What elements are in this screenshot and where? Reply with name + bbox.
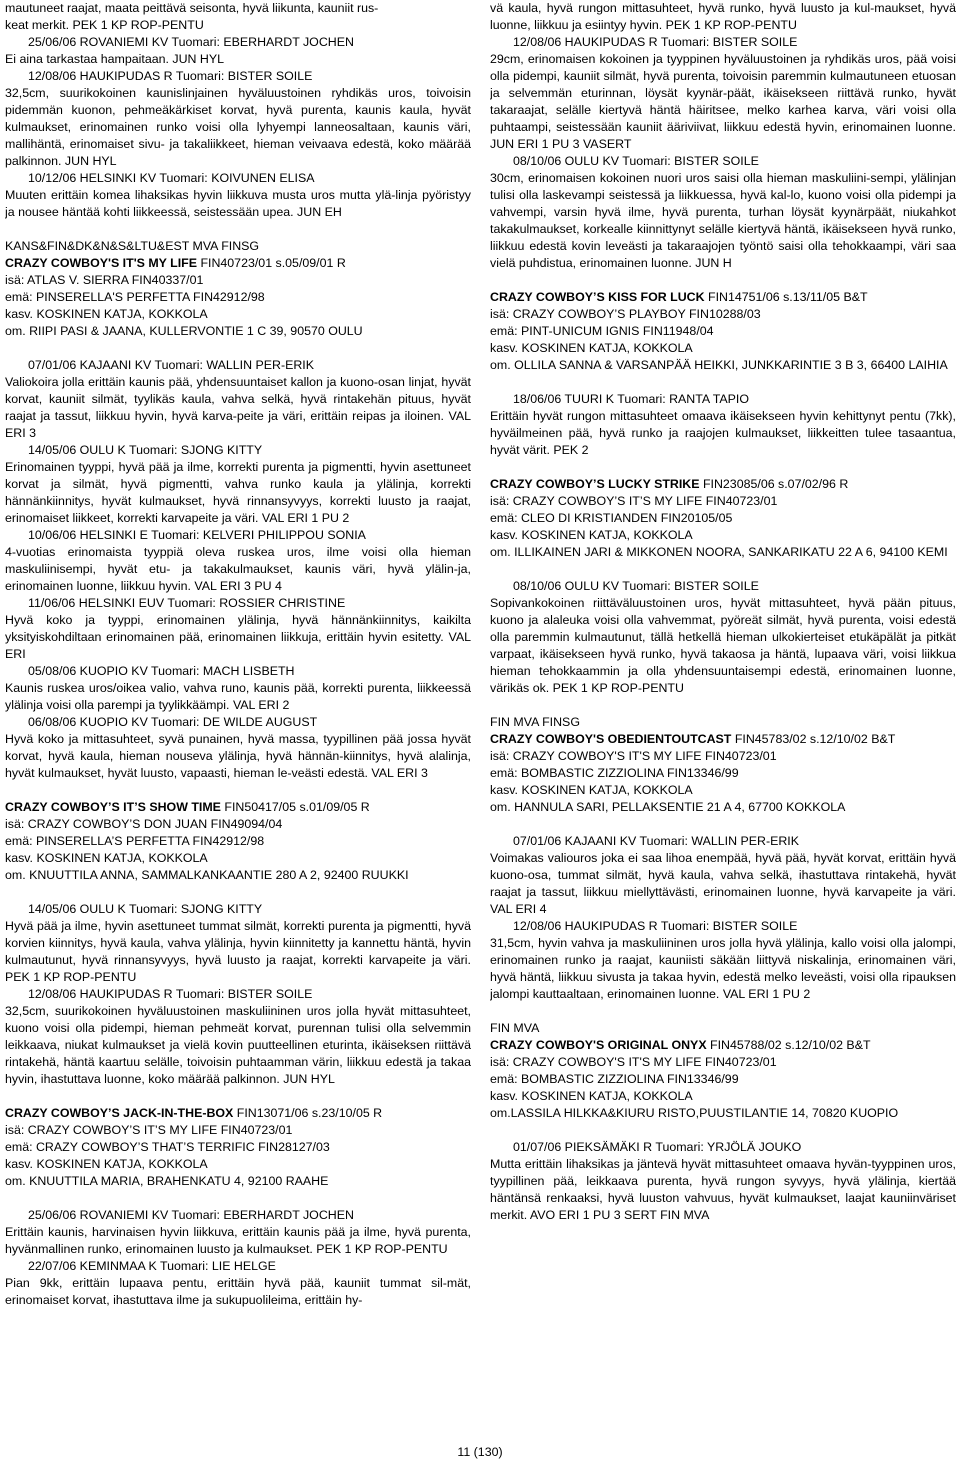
paragraph-gap bbox=[490, 561, 956, 578]
paragraph-gap bbox=[490, 272, 956, 289]
paragraph-text: Erittäin hyvät rungon mittasuhteet omaava ikäisekseen hyvin kehittynyt pentu (7kk), hyväilmeinen pää, hyvä runko ja raajojen kulmaukset, liikkeitten tulee tasaantua, hyvät värit. PEK 2 bbox=[490, 409, 956, 457]
paragraph-text: FIN MVA bbox=[490, 1021, 540, 1035]
show-result-header bbox=[5, 34, 471, 51]
paragraph-gap bbox=[490, 459, 956, 476]
text-paragraph bbox=[5, 680, 471, 714]
text-paragraph bbox=[5, 238, 471, 255]
paragraph-gap bbox=[5, 884, 471, 901]
text-paragraph bbox=[5, 867, 471, 884]
paragraph-text: 06/08/06 KUOPIO KV Tuomari: DE WILDE AUGUST bbox=[28, 715, 318, 729]
show-result-header bbox=[5, 68, 471, 85]
paragraph-text: kasv. KOSKINEN KATJA, KOKKOLA bbox=[490, 341, 693, 355]
text-paragraph bbox=[490, 1020, 956, 1037]
paragraph-text: 08/10/06 OULU KV Tuomari: BISTER SOILE bbox=[513, 154, 759, 168]
text-paragraph bbox=[5, 323, 471, 340]
paragraph-text: isä: CRAZY COWBOY'S IT'S MY LIFE FIN40723/01 bbox=[490, 1055, 777, 1069]
paragraph-text: 32,5cm, suurikokoinen kaunislinjainen hyväluustoinen ryhdikäs uros, toivoisin pidemmän kuonon, pehmeäkärkiset korvat, hyvä purenta, kaunis kaula, hyvät kulmaukset, erinomainen runko voisi olla lyhyempi lanneosaltaan, kaunis väri, mallihäntä, erinomaiset sivu- ja takaliikkeet, hieman veivaava edestä, koko määrää palkinnon. JUN HYL bbox=[5, 86, 471, 168]
paragraph-text: om. KNUUTTILA ANNA, SAMMALKANKAANTIE 280 A 2, 92400 RUUKKI bbox=[5, 868, 409, 882]
paragraph-gap bbox=[5, 782, 471, 799]
text-paragraph bbox=[5, 187, 471, 221]
paragraph-text: 05/08/06 KUOPIO KV Tuomari: MACH LISBETH bbox=[28, 664, 295, 678]
text-paragraph bbox=[5, 1156, 471, 1173]
paragraph-text: isä: CRAZY COWBOY’S PLAYBOY FIN10288/03 bbox=[490, 307, 761, 321]
text-paragraph bbox=[490, 493, 956, 510]
text-paragraph bbox=[5, 85, 471, 170]
paragraph-text: KANS&FIN&DK&N&S&LTU&EST MVA FINSG bbox=[5, 239, 260, 253]
paragraph-text: Mutta erittäin lihaksikas ja jäntevä hyvät mittasuhteet omaava hyvän-tyyppinen uros, tyypillinen pää, leikkaava purenta, hyvä rungon syvyys, hyvä ylälinja, kiertää häntänsä renkaaksi, hyvä luuston vahvuus, hyvät kulmaukset, laajat kauniinväriset merkit. AVO ERI 1 PU 3 SERT FIN MVA bbox=[490, 1157, 956, 1222]
paragraph-text: isä: CRAZY COWBOY’S IT’S MY LIFE FIN40723/01 bbox=[490, 494, 778, 508]
paragraph-text: Muuten erittäin komea lihaksikas hyvin liikkuva musta uros mutta ylä-linja pyöristyy ja nousee häntää kohti liikkeessä, seistessään upea. JUN EH bbox=[5, 188, 471, 219]
paragraph-text: isä: CRAZY COWBOY’S DON JUAN FIN49094/04 bbox=[5, 817, 283, 831]
paragraph-text: emä: CLEO DI KRISTIANDEN FIN20105/05 bbox=[490, 511, 733, 525]
show-result-header bbox=[490, 1139, 956, 1156]
paragraph-text: emä: PINT-UNICUM IGNIS FIN11948/04 bbox=[490, 324, 714, 338]
text-paragraph bbox=[5, 306, 471, 323]
paragraph-gap bbox=[490, 374, 956, 391]
dog-name-entry bbox=[490, 476, 956, 493]
paragraph-text: 14/05/06 OULU K Tuomari: SJONG KITTY bbox=[28, 902, 263, 916]
text-paragraph bbox=[5, 289, 471, 306]
paragraph-text: om. ILLIKAINEN JARI & MIKKONEN NOORA, SANKARIKATU 22 A 6, 94100 KEMI bbox=[490, 545, 948, 559]
paragraph-text: 18/06/06 TUURI K Tuomari: RANTA TAPIO bbox=[513, 392, 749, 406]
paragraph-text: om.LASSILA HILKKA&KIURU RISTO,PUUSTILANTIE 14, 70820 KUOPIO bbox=[490, 1106, 899, 1120]
paragraph-text: 10/12/06 HELSINKI KV Tuomari: KOIVUNEN ELISA bbox=[28, 171, 315, 185]
paragraph-text: Hyvä koko ja mittasuhteet, syvä punainen, hyvä massa, tyypillinen pää jossa hyvät korvat, hyvä kaula, hieman nouseva ylälinja, hyvä hännän-kiinnitys, hyvä alalinja, hyvät kulmaukset, hyvät luusto, vapaasti, hieman le-veästi edestä. VAL ERI 3 bbox=[5, 732, 471, 780]
paragraph-text: om. HANNULA SARI, PELLAKSENTIE 21 A 4, 67700 KOKKOLA bbox=[490, 800, 846, 814]
paragraph-text: 07/01/06 KAJAANI KV Tuomari: WALLIN PER-ERIK bbox=[513, 834, 800, 848]
dog-name-entry bbox=[490, 1037, 956, 1054]
dog-name: CRAZY COWBOY’S IT’S SHOW TIME bbox=[5, 800, 221, 814]
paragraph-text: 31,5cm, hyvin vahva ja maskuliininen uros jolla hyvä ylälinja, kallo voisi olla jalompi, erinomainen runko ja raajat, kauniisti säkään liittyvä niskalinja, erinomainen väri, hyvä häntä, liikkuu sivusta ja takaa hyvin, edestä melko leveästi, voisi olla ripauksen jalompi kauttaaltaan, erinomainen luonne. VAL ERI 1 PU 2 bbox=[490, 936, 956, 1001]
paragraph-text: Hyvä koko ja tyyppi, erinomainen ylälinja, hyvä hännänkiinnitys, kaikilta yksityiskohdiltaan erinomainen pää, erinomainen liikkuja, erittäin hyvin esitetty. VAL ERI bbox=[5, 613, 471, 661]
text-paragraph bbox=[5, 374, 471, 442]
text-paragraph bbox=[490, 306, 956, 323]
show-result-header bbox=[490, 918, 956, 935]
text-paragraph bbox=[5, 1122, 471, 1139]
paragraph-text: emä: PINSERELLA’S PERFETTA FIN42912/98 bbox=[5, 834, 265, 848]
paragraph-text: kasv. KOSKINEN KATJA, KOKKOLA bbox=[5, 851, 208, 865]
show-result-header bbox=[5, 527, 471, 544]
paragraph-gap bbox=[490, 697, 956, 714]
paragraph-gap bbox=[5, 221, 471, 238]
paragraph-text: emä: BOMBASTIC ZIZZIOLINA FIN13346/99 bbox=[490, 1072, 739, 1086]
paragraph-text: 01/07/06 PIEKSÄMÄKI R Tuomari: YRJÖLÄ JOUKO bbox=[513, 1140, 802, 1154]
paragraph-text: isä: ATLAS V. SIERRA FIN40337/01 bbox=[5, 273, 204, 287]
paragraph-text: Voimakas valiouros joka ei saa lihoa enempää, hyvä pää, hyvät korvat, erittäin hyvä kuono-osa, tummat silmät, hyvä kaula, vahva selkä, ihastuttava rintakehä, hyvät raajat ja tassut, liikkuu miellyttävästi, erinomainen luonne, hyvä karvapeite ja väri. VAL ERI 4 bbox=[490, 851, 956, 916]
text-paragraph bbox=[490, 799, 956, 816]
text-paragraph bbox=[5, 833, 471, 850]
paragraph-text: kasv. KOSKINEN KATJA, KOKKOLA bbox=[5, 307, 208, 321]
paragraph-text: Valiokoira jolla erittäin kaunis pää, yhdensuuntaiset kallon ja kuono-osan linjat, hyvät korvat, kauniit silmät, tyylikäs kaula, vahva selkä, hyvä rintakehän pituus, hyvät raajat ja tassut, liikkuu hyvin, hyvä karva-peite ja väri, erittäin reipas ja iloinen. VAL ERI 3 bbox=[5, 375, 471, 440]
paragraph-text: om. KNUUTTILA MARIA, BRAHENKATU 4, 92100 RAAHE bbox=[5, 1174, 329, 1188]
registration-info: FIN40723/01 s.05/09/01 R bbox=[197, 256, 346, 270]
paragraph-text: kasv. KOSKINEN KATJA, KOKKOLA bbox=[490, 1089, 693, 1103]
paragraph-text: Erittäin kaunis, harvinaisen hyvin liikkuva, erittäin kaunis pää ja ilme, hyvä purenta, hyvänmallinen runko, erinomainen luusto ja kulmaukset. PEK 1 KP ROP-PENTU bbox=[5, 1225, 471, 1256]
dog-name: CRAZY COWBOY’S JACK-IN-THE-BOX bbox=[5, 1106, 234, 1120]
text-paragraph bbox=[490, 1071, 956, 1088]
paragraph-text: om. OLLILA SANNA & VARSANPÄÄ HEIKKI, JUNKKARINTIE 3 B 3, 66400 LAIHIA bbox=[490, 358, 948, 372]
dog-name-entry bbox=[5, 1105, 471, 1122]
text-paragraph bbox=[490, 357, 956, 374]
show-result-header bbox=[5, 1258, 471, 1275]
text-paragraph bbox=[5, 272, 471, 289]
right-column bbox=[490, 0, 956, 1440]
dog-name: CRAZY COWBOY’S KISS FOR LUCK bbox=[490, 290, 705, 304]
text-paragraph bbox=[5, 1173, 471, 1190]
paragraph-text: 25/06/06 ROVANIEMI KV Tuomari: EBERHARDT JOCHEN bbox=[28, 35, 354, 49]
registration-info: FIN45788/02 s.12/10/02 B&T bbox=[706, 1038, 871, 1052]
show-result-header bbox=[5, 663, 471, 680]
text-paragraph bbox=[490, 748, 956, 765]
dog-name-entry bbox=[490, 289, 956, 306]
show-result-header bbox=[5, 442, 471, 459]
text-paragraph bbox=[490, 782, 956, 799]
text-paragraph bbox=[5, 459, 471, 527]
paragraph-text: vä kaula, hyvä rungon mittasuhteet, hyvä runko, hyvä luusto ja kul-maukset, hyvä luonne, liikkuu ja esiintyy hyvin. PEK 1 KP ROP-PENTU bbox=[490, 1, 956, 32]
paragraph-text: 32,5cm, suurikokoinen hyväluustoinen maskuliininen uros jolla hyvät mittasuhteet, kuono voisi olla pidempi, hieman pehmeät korvat, purennan tulisi olla selvemmin leikkaava, niukat kulmaukset ja vielä kovin puutteellinen eturinta, ikäiseksen riittävä rintakehä, häntä kaartuu selälle, toivoisin puhtaamman värin, liikkuu edestä ja takaa hyvin, ihastuttava luonne, koko määrää palkinnon. JUN HYL bbox=[5, 1004, 471, 1086]
paragraph-gap bbox=[5, 1088, 471, 1105]
paragraph-text: 29cm, erinomaisen kokoinen ja tyyppinen hyväluustoinen ja ryhdikäs uros, pää voisi olla pidempi, kauniit silmät, hyvä purenta, toivoisin paremmin kulmautuneen etuosan ja selvemmän eturinnan, löysät kyynär-päät, ikäisekseen riittävä runko, hyvät takaraajat, selälle kiertyvä häntä häiritsee, melko karhea karva, väri voisi olla puhtaampi, seistessään kauniit ääriviivat, liikkuu edestä hyvin, erinomainen luonne. JUN ERI 1 PU 3 VASERT bbox=[490, 52, 956, 151]
paragraph-text: 12/08/06 HAUKIPUDAS R Tuomari: BISTER SOILE bbox=[28, 987, 313, 1001]
text-paragraph bbox=[5, 816, 471, 833]
show-result-header bbox=[490, 153, 956, 170]
paragraph-text: emä: PINSERELLA'S PERFETTA FIN42912/98 bbox=[5, 290, 265, 304]
text-paragraph bbox=[490, 170, 956, 272]
paragraph-text: Sopivankokoinen riittäväluustoinen uros, hyvät mittasuhteet, hyvä pään pituus, kuono ja alaleuka voisi olla vahvemmat, pyöreät silmät, hyvä purenta, voisi edestä olla paremmin kulmautunut, tällä hetkellä hieman ulkokierteiset etukäpälät ja pitkät varpaat, ikäisekseen hyvä runko, hyvä takaosa ja häntä, lupaava väri, voisi liikkua hieman tehokkaammin ja olla yhdensuuntaisempi edestä, erinomainen luonne, värikäs ok. PEK 1 KP ROP-PENTU bbox=[490, 596, 956, 695]
show-result-header bbox=[5, 1207, 471, 1224]
page-number: 11 (130) bbox=[457, 1445, 503, 1459]
paragraph-text: Pian 9kk, erittäin lupaava pentu, erittäin hyvä pää, kauniit tummat sil-mät, erinomaiset korvat, ihastuttava ilme ja sukupuolileima, erittäin hy- bbox=[5, 1276, 471, 1307]
text-paragraph bbox=[5, 544, 471, 595]
text-paragraph bbox=[5, 1224, 471, 1258]
paragraph-text: Ei aina tarkastaa hampaitaan. JUN HYL bbox=[5, 52, 225, 66]
show-result-header bbox=[5, 595, 471, 612]
dog-name: CRAZY COWBOY’S LUCKY STRIKE bbox=[490, 477, 700, 491]
paragraph-text: om. RIIPI PASI & JAANA, KULLERVONTIE 1 C 39, 90570 OULU bbox=[5, 324, 363, 338]
dog-name-entry bbox=[5, 255, 471, 272]
paragraph-text: emä: BOMBASTIC ZIZZIOLINA FIN13346/99 bbox=[490, 766, 739, 780]
text-paragraph bbox=[490, 323, 956, 340]
paragraph-text: kasv. KOSKINEN KATJA, KOKKOLA bbox=[5, 1157, 208, 1171]
paragraph-text: 07/01/06 KAJAANI KV Tuomari: WALLIN PER-ERIK bbox=[28, 358, 315, 372]
paragraph-gap bbox=[490, 1122, 956, 1139]
registration-info: FIN13071/06 s.23/10/05 R bbox=[233, 1106, 383, 1120]
registration-info: FIN50417/05 s.01/09/05 R bbox=[220, 800, 370, 814]
dog-name: CRAZY COWBOY'S ORIGINAL ONYX bbox=[490, 1038, 707, 1052]
paragraph-text: Erinomainen tyyppi, hyvä pää ja ilme, korrekti purenta ja pigmentti, hyvin asettuneet korvat ja silmät, hyvä pigmentti, vahva runko kaula ja ylälinja, korrekti hännänkiinnitys, hyvät kulmaukset, hyvä rinnansyvyys, korrekti luusto ja raajat, erinomaiset liikkeet, korrekti karvapeite ja väri. VAL ERI 1 PU 2 bbox=[5, 460, 471, 525]
text-paragraph bbox=[5, 1139, 471, 1156]
show-result-header bbox=[490, 578, 956, 595]
text-paragraph bbox=[490, 0, 956, 34]
text-paragraph bbox=[490, 340, 956, 357]
show-result-header bbox=[490, 833, 956, 850]
paragraph-text: Kaunis ruskea uros/oikea valio, vahva runo, kaunis pää, korrekti purenta, liikkeessä ylälinja voisi olla parempi ja tyylikkäämpi. VAL ERI 2 bbox=[5, 681, 471, 712]
text-paragraph bbox=[5, 731, 471, 782]
paragraph-text: 11/06/06 HELSINKI EUV Tuomari: ROSSIER CHRISTINE bbox=[28, 596, 346, 610]
paragraph-text: mautuneet raajat, maata peittävä seisonta, hyvä liikunta, kauniit rus- bbox=[5, 1, 379, 15]
text-paragraph bbox=[490, 51, 956, 153]
show-result-header bbox=[5, 986, 471, 1003]
text-paragraph bbox=[5, 918, 471, 986]
text-paragraph bbox=[490, 935, 956, 1003]
dog-name: CRAZY COWBOY'S IT'S MY LIFE bbox=[5, 256, 197, 270]
show-result-header bbox=[5, 714, 471, 731]
paragraph-text: 12/08/06 HAUKIPUDAS R Tuomari: BISTER SOILE bbox=[28, 69, 313, 83]
text-paragraph bbox=[490, 1105, 956, 1122]
paragraph-text: isä: CRAZY COWBOY'S IT'S MY LIFE FIN40723/01 bbox=[490, 749, 777, 763]
left-column bbox=[5, 0, 471, 1440]
paragraph-gap bbox=[490, 816, 956, 833]
text-paragraph bbox=[5, 51, 471, 68]
registration-info: FIN14751/06 s.13/11/05 B&T bbox=[704, 290, 868, 304]
paragraph-text: FIN MVA FINSG bbox=[490, 715, 580, 729]
paragraph-text: 25/06/06 ROVANIEMI KV Tuomari: EBERHARDT JOCHEN bbox=[28, 1208, 354, 1222]
paragraph-text: kasv. KOSKINEN KATJA, KOKKOLA bbox=[490, 783, 693, 797]
text-paragraph bbox=[490, 527, 956, 544]
dog-name-entry bbox=[5, 799, 471, 816]
registration-info: FIN45783/02 s.12/10/02 B&T bbox=[731, 732, 896, 746]
text-paragraph bbox=[490, 595, 956, 697]
text-paragraph bbox=[490, 544, 956, 561]
paragraph-text: 14/05/06 OULU K Tuomari: SJONG KITTY bbox=[28, 443, 263, 457]
paragraph-text: 12/08/06 HAUKIPUDAS R Tuomari: BISTER SOILE bbox=[513, 919, 798, 933]
show-result-header bbox=[490, 391, 956, 408]
paragraph-text: isä: CRAZY COWBOY’S IT’S MY LIFE FIN40723/01 bbox=[5, 1123, 293, 1137]
text-paragraph bbox=[490, 1156, 956, 1224]
text-paragraph bbox=[490, 510, 956, 527]
paragraph-text: keat merkit. PEK 1 KP ROP-PENTU bbox=[5, 18, 204, 32]
registration-info: FIN23085/06 s.07/02/96 R bbox=[699, 477, 849, 491]
show-result-header bbox=[5, 901, 471, 918]
paragraph-text: 08/10/06 OULU KV Tuomari: BISTER SOILE bbox=[513, 579, 759, 593]
paragraph-text: 30cm, erinomaisen kokoinen nuori uros saisi olla hieman maskuliini-sempi, ylälinjan tulisi olla laskevampi seistessä ja liikkuessa, hyvä kal-lo, kuono voisi olla pidempi ja vahvempi, varsin hyvä ilme, hyvä purenta, turhan löysät kyynärpäät, niukahkot takakulmaukset, korkealle kiinnittynyt selälle kiertyvä häntä, ikäisekseen hyvä runko, liikkuu edestä kovin leveästi ja takaraajojen työntö saisi olla tehokkaampi, väri saa vielä puhdistua, erinomainen luonne. JUN H bbox=[490, 171, 956, 270]
text-paragraph bbox=[5, 1003, 471, 1088]
show-result-header bbox=[5, 170, 471, 187]
paragraph-text: 12/08/06 HAUKIPUDAS R Tuomari: BISTER SOILE bbox=[513, 35, 798, 49]
dog-name-entry bbox=[490, 731, 956, 748]
paragraph-text: emä: CRAZY COWBOY’S THAT’S TERRIFIC FIN28127/03 bbox=[5, 1140, 330, 1154]
paragraph-text: 4-vuotias erinomaista tyyppiä oleva ruskea uros, ilme voisi olla hieman maskuliinisempi, hyvät etu- ja takakulmaukset, kaunis väri, hyvä ylälin-ja, erinomainen luonne, liikkuu hyvin. VAL ERI 3 PU 4 bbox=[5, 545, 471, 593]
text-paragraph bbox=[5, 612, 471, 663]
paragraph-text: kasv. KOSKINEN KATJA, KOKKOLA bbox=[490, 528, 693, 542]
text-paragraph bbox=[5, 17, 471, 34]
show-result-header bbox=[5, 357, 471, 374]
text-paragraph bbox=[490, 765, 956, 782]
paragraph-text: 10/06/06 HELSINKI E Tuomari: KELVERI PHILIPPOU SONIA bbox=[28, 528, 366, 542]
text-paragraph bbox=[490, 850, 956, 918]
paragraph-gap bbox=[490, 1003, 956, 1020]
text-paragraph bbox=[490, 714, 956, 731]
text-paragraph bbox=[5, 0, 471, 17]
text-paragraph bbox=[5, 850, 471, 867]
text-paragraph bbox=[490, 1088, 956, 1105]
show-result-header bbox=[490, 34, 956, 51]
paragraph-text: Hyvä pää ja ilme, hyvin asettuneet tummat silmät, korrekti purenta ja pigmentti, hyvä korvien kiinnitys, hyvä kaula, vahva ylälinja, hyvin kiinnitetty ja kannettu häntä, hyvin kulmautunut, hyvä rinnansyvyys, hyvä luusto ja raajat, korrekti karvapeite ja väri. PEK 1 KP ROP-PENTU bbox=[5, 919, 471, 984]
text-paragraph bbox=[5, 1275, 471, 1309]
paragraph-text: 22/07/06 KEMINMAA K Tuomari: LIE HELGE bbox=[28, 1259, 276, 1273]
paragraph-gap bbox=[5, 1190, 471, 1207]
dog-name: CRAZY COWBOY'S OBEDIENTOUTCAST bbox=[490, 732, 732, 746]
text-paragraph bbox=[490, 1054, 956, 1071]
paragraph-gap bbox=[5, 340, 471, 357]
text-paragraph bbox=[490, 408, 956, 459]
